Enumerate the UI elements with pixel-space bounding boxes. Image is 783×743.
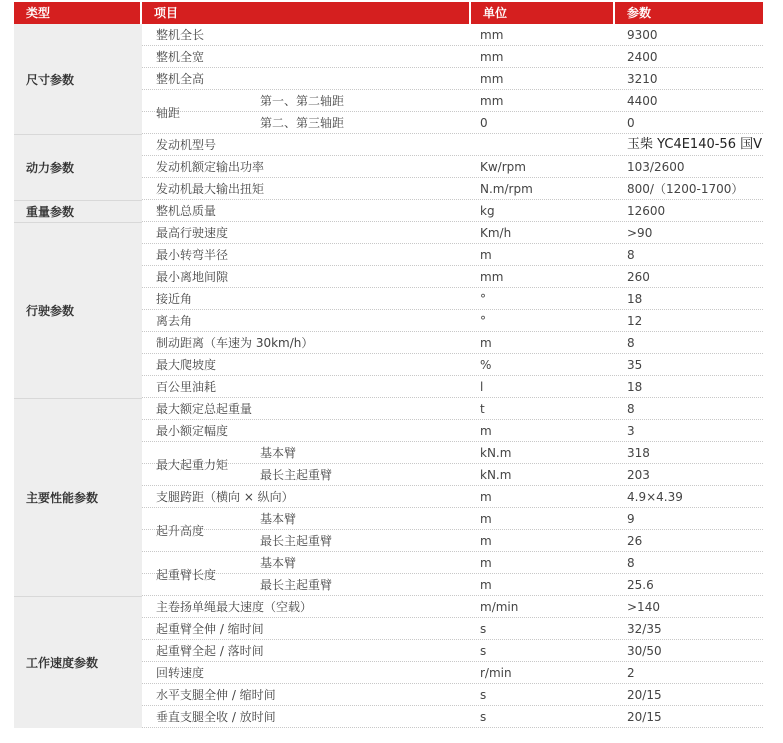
category-divider — [14, 134, 142, 135]
row-unit: l — [480, 380, 484, 394]
row-value: 260 — [627, 270, 650, 284]
category-label: 行驶参数 — [26, 303, 75, 318]
group-label-cell — [142, 508, 204, 552]
row-value: 9300 — [627, 28, 658, 42]
row-item: 支腿跨距（横向 × 纵向） — [156, 490, 294, 504]
row-subitem: 基本臂 — [260, 512, 297, 526]
row-value: 9 — [627, 512, 635, 526]
row-subitem: 最长主起重臂 — [260, 468, 333, 482]
row-value: 35 — [627, 358, 643, 372]
row-unit: m — [480, 556, 492, 570]
row-value: 2400 — [627, 50, 658, 64]
row-unit: mm — [480, 94, 504, 108]
table-row — [142, 244, 763, 266]
table-row — [142, 618, 763, 640]
row-value: 20/15 — [627, 688, 662, 702]
row-item: 最大爬坡度 — [156, 358, 217, 372]
table-row — [142, 112, 763, 134]
row-subitem: 第二、第三轴距 — [260, 116, 345, 130]
row-unit: m — [480, 512, 492, 526]
row-unit: m — [480, 490, 492, 504]
table-row — [142, 288, 763, 310]
table-row — [142, 222, 763, 244]
row-value: 800/（1200-1700） — [627, 182, 744, 196]
table-row — [142, 68, 763, 90]
row-unit: s — [480, 644, 487, 658]
row-unit: mm — [480, 270, 504, 284]
group-label: 轴距 — [156, 105, 181, 120]
row-value: 3 — [627, 424, 635, 438]
row-unit: Kw/rpm — [480, 160, 526, 174]
header-item-label: 项目 — [154, 6, 179, 20]
row-subitem: 基本臂 — [260, 556, 297, 570]
group-label: 起升高度 — [156, 523, 205, 538]
category-cell — [14, 134, 142, 200]
category-divider — [14, 200, 142, 201]
row-unit: ° — [480, 314, 486, 328]
row-value: 318 — [627, 446, 650, 460]
row-unit: kg — [480, 204, 495, 218]
row-item: 整机全宽 — [156, 50, 205, 64]
row-item: 垂直支腿全收 / 放时间 — [156, 710, 276, 724]
category-cell — [14, 24, 142, 134]
row-item: 接近角 — [156, 292, 193, 306]
row-unit: m — [480, 336, 492, 350]
row-value: 0 — [627, 116, 635, 130]
row-item: 整机总质量 — [156, 204, 217, 218]
header-unit — [471, 2, 613, 24]
row-subitem: 最长主起重臂 — [260, 534, 333, 548]
category-label: 尺寸参数 — [26, 72, 75, 87]
row-value: 18 — [627, 380, 643, 394]
row-unit: mm — [480, 72, 504, 86]
table-row — [142, 530, 763, 552]
table-row — [142, 398, 763, 420]
row-value: 32/35 — [627, 622, 662, 636]
table-row — [142, 508, 763, 530]
row-item: 水平支腿全伸 / 缩时间 — [156, 688, 276, 702]
table-row — [142, 332, 763, 354]
header-item — [142, 2, 469, 24]
header-type — [14, 2, 140, 24]
table-row — [142, 464, 763, 486]
row-unit: t — [480, 402, 485, 416]
row-unit: s — [480, 688, 487, 702]
category-cell — [14, 596, 142, 728]
row-item: 起重臂全伸 / 缩时间 — [156, 622, 264, 636]
row-value: 2 — [627, 666, 635, 680]
row-unit: mm — [480, 28, 504, 42]
table-row — [142, 134, 763, 156]
row-item: 发动机额定输出功率 — [156, 160, 265, 174]
row-item: 最高行驶速度 — [156, 226, 229, 240]
row-unit: m/min — [480, 600, 519, 614]
row-value: 25.6 — [627, 578, 654, 592]
row-item: 回转速度 — [156, 666, 205, 680]
category-label: 重量参数 — [26, 204, 75, 219]
category-divider — [14, 398, 142, 399]
category-cell — [14, 222, 142, 398]
row-subitem: 基本臂 — [260, 446, 297, 460]
table-row — [142, 684, 763, 706]
row-value: 203 — [627, 468, 650, 482]
table-row — [142, 90, 763, 112]
category-cell — [14, 398, 142, 596]
row-unit: kN.m — [480, 446, 512, 460]
row-value: 8 — [627, 556, 635, 570]
row-value: 20/15 — [627, 710, 662, 724]
row-unit: m — [480, 578, 492, 592]
row-value: 30/50 — [627, 644, 662, 658]
row-value: >90 — [627, 226, 653, 240]
table-row — [142, 310, 763, 332]
row-item: 制动距离（车速为 30km/h） — [156, 336, 314, 350]
row-unit: % — [480, 358, 492, 372]
row-value: 12600 — [627, 204, 666, 218]
row-value: 8 — [627, 248, 635, 262]
table-row — [142, 376, 763, 398]
row-item: 最小离地间隙 — [156, 270, 229, 284]
row-unit: m — [480, 424, 492, 438]
table-row — [142, 486, 763, 508]
table-row — [142, 24, 763, 46]
row-item: 主卷扬单绳最大速度（空载） — [156, 600, 313, 614]
row-unit: N.m/rpm — [480, 182, 533, 196]
category-label: 工作速度参数 — [26, 655, 99, 670]
group-label: 起重臂长度 — [156, 567, 217, 582]
group-label: 最大起重力矩 — [156, 457, 229, 472]
row-value: 103/2600 — [627, 160, 685, 174]
table-row — [142, 442, 763, 464]
table-row — [142, 552, 763, 574]
row-unit: r/min — [480, 666, 512, 680]
row-item: 最小额定幅度 — [156, 424, 229, 438]
category-divider — [14, 596, 142, 597]
row-item: 离去角 — [156, 314, 193, 328]
row-unit: m — [480, 248, 492, 262]
group-label-cell — [142, 552, 216, 596]
table-row — [142, 640, 763, 662]
category-cell — [14, 200, 142, 222]
row-item: 整机全长 — [156, 28, 205, 42]
row-value: 26 — [627, 534, 643, 548]
header-param-label: 参数 — [627, 6, 652, 20]
row-unit: Km/h — [480, 226, 512, 240]
table-row — [142, 266, 763, 288]
table-row — [142, 178, 763, 200]
row-item: 发动机最大输出扭矩 — [156, 182, 265, 196]
group-label-cell — [142, 90, 180, 134]
row-unit: m — [480, 534, 492, 548]
row-value: 3210 — [627, 72, 658, 86]
table-row — [142, 574, 763, 596]
row-subitem: 最长主起重臂 — [260, 578, 333, 592]
row-item: 起重臂全起 / 落时间 — [156, 644, 264, 658]
row-value: >140 — [627, 600, 660, 614]
row-item: 发动机型号 — [156, 138, 217, 152]
table-row — [142, 662, 763, 684]
row-value: 玉柴 YC4E140-56 国Ⅴ — [627, 137, 762, 152]
row-value: 12 — [627, 314, 643, 328]
row-value: 18 — [627, 292, 643, 306]
row-value: 4400 — [627, 94, 658, 108]
row-unit: mm — [480, 50, 504, 64]
category-divider — [14, 222, 142, 223]
row-unit: 0 — [480, 116, 488, 130]
row-value: 4.9×4.39 — [627, 490, 683, 504]
table-row — [142, 46, 763, 68]
row-unit: kN.m — [480, 468, 512, 482]
row-item: 最小转弯半径 — [156, 248, 229, 262]
row-unit: s — [480, 622, 487, 636]
table-row — [142, 156, 763, 178]
category-label: 动力参数 — [26, 160, 75, 175]
row-item: 最大额定总起重量 — [156, 402, 253, 416]
row-value: 8 — [627, 402, 635, 416]
table-row — [142, 596, 763, 618]
category-label: 主要性能参数 — [26, 490, 99, 505]
table-row — [142, 420, 763, 442]
row-item: 整机全高 — [156, 72, 205, 86]
row-subitem: 第一、第二轴距 — [260, 94, 345, 108]
row-item: 百公里油耗 — [156, 380, 217, 394]
table-row — [142, 354, 763, 376]
header-unit-label: 单位 — [483, 6, 508, 20]
row-unit: s — [480, 710, 487, 724]
row-unit: ° — [480, 292, 486, 306]
table-row — [142, 706, 763, 728]
header-param — [615, 2, 763, 24]
group-label-cell — [142, 442, 228, 486]
row-value: 8 — [627, 336, 635, 350]
header-type-label: 类型 — [26, 6, 51, 20]
table-row — [142, 200, 763, 222]
